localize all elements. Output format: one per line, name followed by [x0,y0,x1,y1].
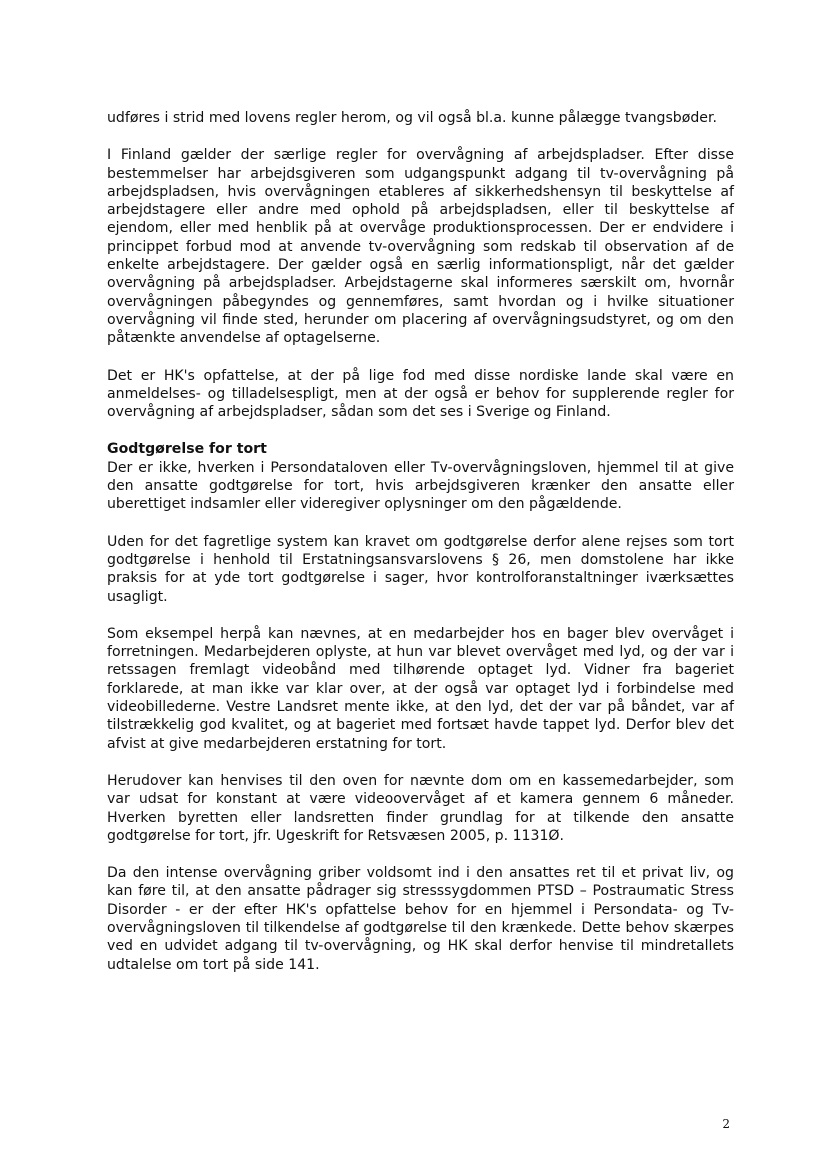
paragraph: Da den intense overvågning griber voldsomt ind i den ansattes ret til et privat liv, og kan føre til, at den ansatte pådrager sig stresssygdommen PTSD – Postraumatic Stress Disorder - er der efter HK's opfattelse behov for en hjemmel i Persondata- og Tv-overvågningsloven til tilkendelse af godtgørelse til den krænkede. Dette behov skærpes ved en udvidet adgang til tv-overvågning, og HK skal derfor henvise til mindretallets udtalelse om tort på side 141. [107,865,734,973]
section-heading: Godtgørelse for tort [107,441,267,458]
paragraph: Uden for det fagretlige system kan kravet om godtgørelse derfor alene rejses som tort godtgørelse i henhold til Erstatningsansvarslovens § 26, men domstolene har ikke praksis for at yde tort godtgørelse i sager, hvor kontrolforanstaltninger iværksættes usagligt. [107,533,734,605]
paragraph: Herudover kan henvises til den oven for nævnte dom om en kassemedarbejder, som var udsat for konstant at være videoovervåget af et kamera gennem 6 måneder. Hverken byretten eller landsretten finder grundlag for at tilkende den ansatte godtgørelse for tort, jfr. Ugeskrift for Retsvæsen 2005, p. 1131Ø. [107,772,734,844]
paragraph: Der er ikke, hverken i Persondataloven eller Tv-overvågningsloven, hjemmel til at give den ansatte godtgørelse for tort, hvis arbejdsgiveren krænker den ansatte eller uberettiget indsamler eller videregiver oplysninger om den pågældende. [107,459,734,513]
paragraph: Som eksempel herpå kan nævnes, at en medarbejder hos en bager blev overvåget i forretningen. Medarbejderen oplyste, at hun var blevet overvåget med lyd, og der var i retssagen fremlagt videobånd med tilhørende optaget lyd. Vidner fra bageriet forklarede, at man ikke var klar over, at der også var optaget lyd i forbindelse med videobillederne. Vestre Landsret mente ikke, at den lyd, det der var på båndet, var af tilstrækkelig god kvalitet, og at bageriet med fortsæt havde tappet lyd. Derfor blev det afvist at give medarbejderen erstatning for tort. [107,625,734,752]
page-number: 2 [722,1117,730,1131]
document-body [107,109,734,993]
paragraph: I Finland gælder der særlige regler for overvågning af arbejdspladser. Efter disse bestemmelser har arbejdsgiveren som udgangspunkt adgang til tv-overvågning på arbejdspladsen, hvis overvågningen etableres af sikkerhedshensyn til beskyttelse af arbejdstagere eller andre med ophold på arbejdspladsen, eller til beskyttelse af ejendom, eller med henblik på at overvåge produktionsprocessen. Der er endvidere i princippet forbud mod at anvende tv-overvågning som redskab til observation af de enkelte arbejdstagere. Der gælder også en særlig informationspligt, når det gælder overvågning på arbejdspladser. Arbejdstagerne skal informeres særskilt om, hvornår overvågningen påbegyndes og gennemføres, samt hvordan og i hvilke situationer overvågning vil finde sted, herunder om placering af overvågningsudstyret, og om den påtænkte anvendelse af optagelserne. [107,147,734,347]
paragraph: Det er HK's opfattelse, at der på lige fod med disse nordiske lande skal være en anmeldelses- og tilladelsespligt, men at der også er behov for supplerende regler for overvågning af arbejdspladser, sådan som det ses i Sverige og Finland. [107,367,734,421]
paragraph: udføres i strid med lovens regler herom, og vil også bl.a. kunne pålægge tvangsbøder. [107,110,717,126]
